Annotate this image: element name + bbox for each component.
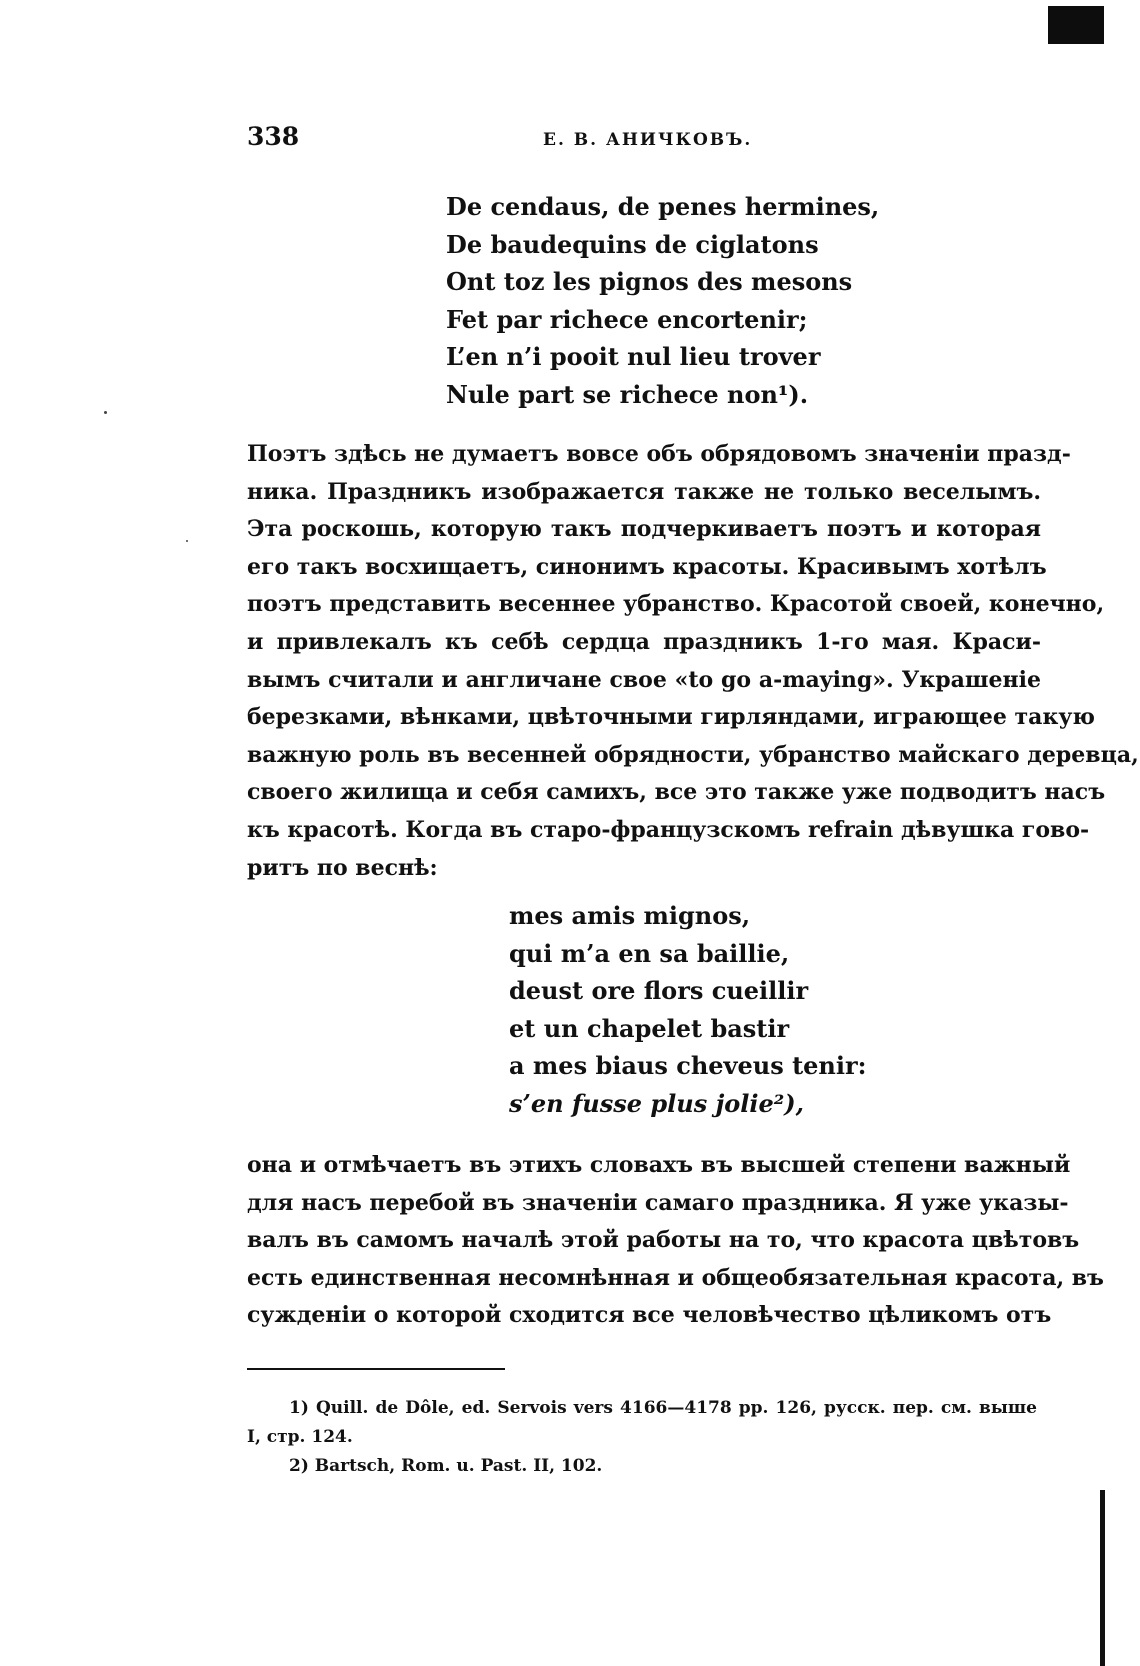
paragraph-line: для насъ перебой въ значенiи самаго праздника. Я уже указы- (247, 1189, 1069, 1216)
verse-line: Nule part se richece non¹). (446, 379, 809, 409)
page-number: 338 (247, 122, 300, 151)
scan-artifact-dot (186, 540, 188, 542)
footnote-divider (247, 1368, 505, 1370)
paragraph-line: вымъ считали и англичане свое «to go a-maying». Украшенiе (247, 666, 1041, 693)
paragraph-line: валъ въ самомъ началѣ этой работы на то, что красота цвѣтовъ (247, 1227, 1080, 1254)
paragraph-line: она и отмѣчаетъ въ этихъ словахъ въ высшей степени важный (247, 1152, 1071, 1178)
verse-line: qui m’a en sa baillie, (509, 938, 790, 968)
paragraph-line: его такъ восхищаетъ, синонимъ красоты. Красивымъ хотѣлъ (247, 553, 1047, 580)
paragraph-line: важную роль въ весенней обрядности, убранство майскаго деревца, (247, 741, 1139, 768)
scan-artifact-mark (1048, 6, 1104, 44)
verse-line: mes amis mignos, (509, 901, 751, 930)
verse-quotation-1 (446, 188, 879, 414)
paragraph-2 (247, 1147, 1104, 1335)
verse-line: a mes biaus cheveus tenir: (509, 1051, 867, 1081)
verse-quotation-2 (509, 897, 867, 1123)
paragraph-line: есть единственная несомнѣнная и общеобязательная красота, въ (247, 1264, 1104, 1291)
verse-line: et un chapelet bastir (509, 1013, 790, 1043)
paragraph-1 (247, 436, 1139, 887)
footnote-1: 1) Quill. de Dôle, ed. Servois vers 4166—4178 pp. 126, русск. пер. см. выше (289, 1398, 1037, 1418)
paragraph-line: къ красотѣ. Когда въ старо-французскомъ refrain дѣвушка гово- (247, 816, 1090, 843)
scan-artifact-edge (1100, 1490, 1105, 1666)
verse-line: De cendaus, de penes hermines, (446, 192, 880, 221)
verse-line: Ont toz les pignos des mesons (446, 267, 853, 297)
paragraph-line: Поэтъ здѣсь не думаетъ вовсе объ обрядовомъ значенiи празд- (247, 441, 1071, 467)
paragraph-line: поэтъ представить весеннее убранство. Красотой своей, конечно, (247, 591, 1105, 618)
verse-line: L’en n’i pooit nul lieu trover (446, 342, 821, 372)
paragraph-line: березками, вѣнками, цвѣточными гирляндами, играющее такую (247, 704, 1095, 731)
paragraph-line: и привлекалъ къ себѣ сердца праздникъ 1-го мая. Краси- (247, 628, 1041, 655)
verse-line: De baudequins de ciglatons (446, 229, 819, 259)
verse-line: deust ore flors cueillir (509, 976, 809, 1006)
paragraph-line: ритъ по веснѣ: (247, 854, 438, 881)
footnotes (247, 1394, 1037, 1481)
paragraph-line: ника. Праздникъ изображается также не только веселымъ. (247, 478, 1041, 505)
paragraph-line: сужденiи о которой сходится все человѣчество цѣликомъ отъ (247, 1302, 1052, 1329)
verse-line: s’en fusse plus jolie²), (509, 1088, 804, 1118)
footnote-1-continuation: I, стр. 124. (247, 1427, 353, 1447)
paragraph-line: Эта роскошь, которую такъ подчеркиваетъ поэтъ и которая (247, 516, 1041, 543)
paragraph-line: своего жилища и себя самихъ, все это также уже подводитъ насъ (247, 779, 1106, 806)
running-head: Е. В. АНИЧКОВЪ. (543, 130, 753, 150)
footnote-2: 2) Bartsch, Rom. u. Past. II, 102. (289, 1456, 603, 1476)
verse-line: Fet par richece encortenir; (446, 304, 808, 334)
scan-artifact-dot (104, 411, 107, 414)
page-header (247, 122, 1047, 158)
